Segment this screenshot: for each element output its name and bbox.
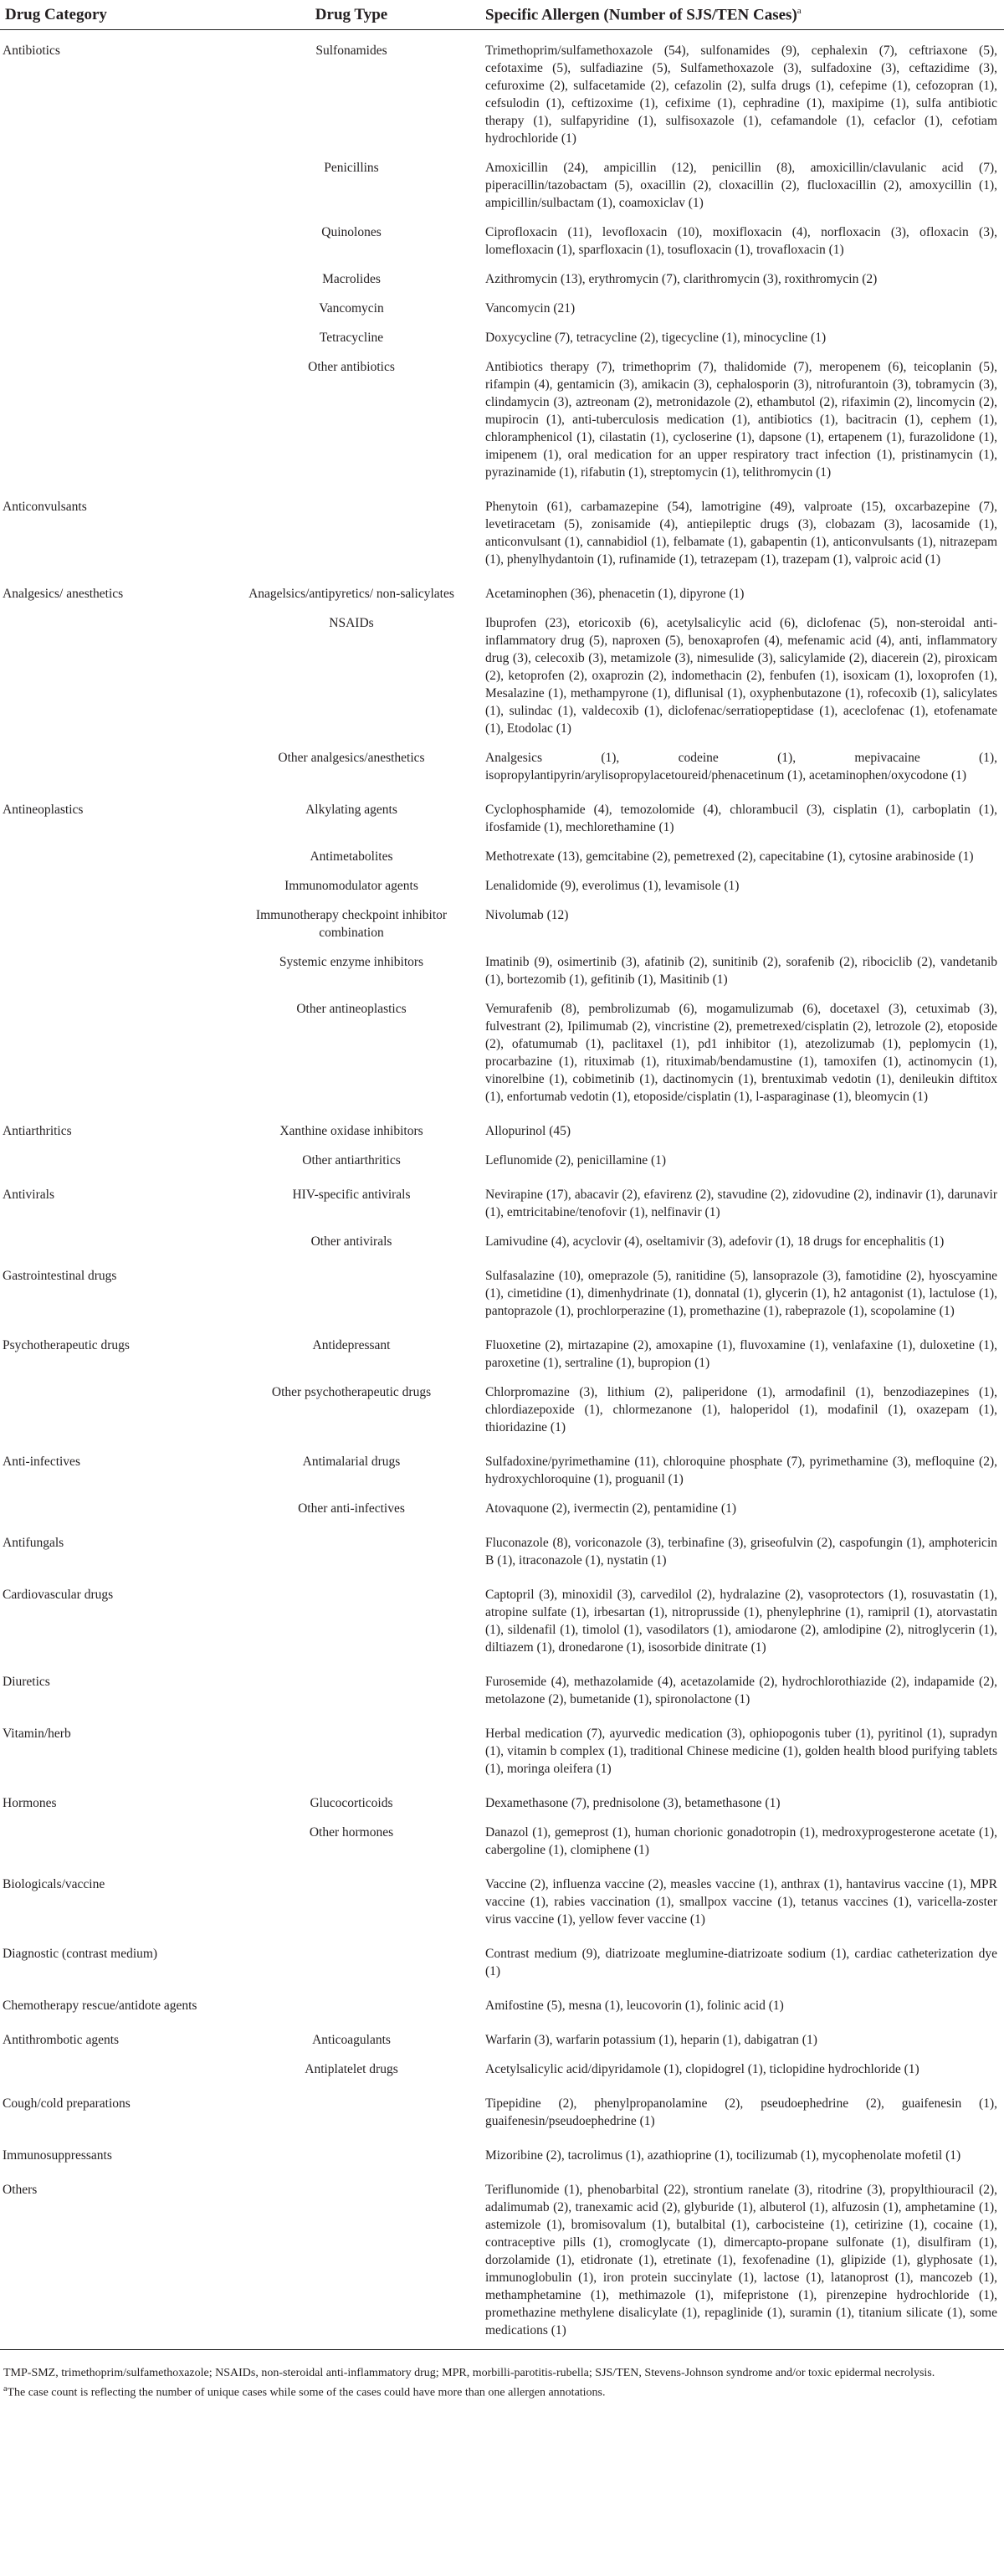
table-footnotes <box>0 2350 1004 2401</box>
drug-type-cell: HIV-specific antivirals <box>292 1188 411 1203</box>
drug-category-cell: Vitamin/herb <box>3 1727 71 1742</box>
drug-type-cell: Sulfonamides <box>315 44 387 59</box>
table-row <box>0 1573 1004 1660</box>
specific-allergen-cell: Teriflunomide (1), phenobarbital (22), strontium ranelate (3), ritodrine (3), propylthiouracil (2), adalimumab (2), tranexamic acid (2), glyburide (1), albuterol (1), alfuzosin (1), amphetamine (1), astemizole (1), bromisovalum (1), butalbital (1), carbocisteine (1), cetirizine (1), cocaine (1), contraceptive pills (1), cromoglycate (1), dimercapto-propane sulfonate (1), disulfiram (1), dorzolamide (1), etidronate (1), etretinate (1), fexofenadine (1), glipizide (1), glyphosate (1), immunoglobulin (1), iron protein succinylate (1), lactose (1), latanoprost (1), mancozeb (1), methamphetamine (1), methimazole (1), mifepristone (1), pirenzepine hydrochloride (1), promethazine methylene disalicylate (1), repaglinide (1), suramin (1), titanium silicate (1), some medications (1) <box>477 2168 1004 2350</box>
drug-type-cell: NSAIDs <box>329 616 374 631</box>
specific-allergen-cell: Analgesics (1), codeine (1), mepivacaine (1), isopropylantipyrin/arylisopropylacetoureid/phenacetinum (1), acetaminophen/oxycodone (1) <box>485 751 997 783</box>
specific-allergen-cell: Antibiotics therapy (7), trimethoprim (7), thalidomide (7), meropenem (6), teicoplanin (5), rifampin (4), gentamicin (3), amikacin (3), cephalosporin (3), nitrofurantoin (3), tobramycin (3), clindamycin (3), aztreonam (2), metronidazole (2), ethambutol (2), rifaximin (2), lincomycin (2), mupirocin (1), anti-tuberculosis medication (1), antibiotics (1), bacitracin (1), cephem (1), chloramphenicol (1), cilastatin (1), cycloserine (1), dapsone (1), ertapenem (1), furazolidone (1), imipenem (1), oral medication for an upper respiratory tract infection (1), pristinamycin (1), pyrazinamide (1), rifabutin (1), streptomycin (1), telithromycin (1) <box>485 360 997 480</box>
table-header <box>0 0 1004 30</box>
drug-category-cell <box>0 1224 226 1254</box>
drug-category-cell: Antithrombotic agents <box>3 2033 120 2048</box>
drug-category-cell <box>0 1815 226 1862</box>
specific-allergen-cell: Lamivudine (4), acyclovir (4), oseltamivir (3), adefovir (1), 18 drugs for encephalitis (1) <box>485 1234 945 1250</box>
drug-type-cell <box>226 1660 477 1711</box>
drug-category-cell: Antiarthritics <box>3 1124 72 1139</box>
drug-type-cell: Other antineoplastics <box>296 1002 407 1017</box>
drug-type-cell: Antiplatelet drugs <box>305 2062 398 2077</box>
table-row <box>0 1173 1004 1224</box>
table-row <box>0 1932 1004 1983</box>
header-drug-category: Drug Category <box>0 0 226 30</box>
specific-allergen-cell: Acetylsalicylic acid/dipyridamole (1), clopidogrel (1), ticlopidine hydrochloride (1) <box>485 2062 919 2077</box>
drug-category-cell <box>0 1143 226 1173</box>
drug-category-cell <box>0 898 226 945</box>
specific-allergen-cell: Vancomycin (21) <box>485 301 576 316</box>
drug-category-cell: Anticonvulsants <box>3 500 87 515</box>
table-row <box>0 606 1004 741</box>
drug-category-cell <box>0 606 226 741</box>
drug-category-cell <box>0 1491 226 1521</box>
table-row <box>0 1815 1004 1862</box>
drug-category-cell <box>0 291 226 321</box>
table-row <box>0 1254 1004 1323</box>
drug-category-cell: Diagnostic (contrast medium) <box>3 1947 158 1962</box>
specific-allergen-cell: Azithromycin (13), erythromycin (7), clarithromycin (3), roxithromycin (2) <box>485 272 878 287</box>
specific-allergen-cell: Doxycycline (7), tetracycline (2), tigecycline (1), minocycline (1) <box>485 331 827 346</box>
table-row <box>0 1660 1004 1711</box>
specific-allergen-cell: Vemurafenib (8), pembrolizumab (6), mogamulizumab (6), docetaxel (3), cetuximab (3), fulvestrant (2), Ipilimumab (2), vincristine (2), premetrexed/cisplatin (2), letrozole (2), etoposide (2), ofatumumab (1), paclitaxel (1), pd1 inhibitor (1), atezolizumab (1), peplomycin (1), procarbazine (1), rituximab (1), rituximab/bendamustine (1), tamoxifen (1), actinomycin (1), vinorelbine (1), cobimetinib (1), dactinomycin (1), brentuximab vedotin (1), denileukin diftitox (1), enfortumab vedotin (1), etoposide/cisplatin (1), l-asparaginase (1), bleomycin (1) <box>485 1002 997 1105</box>
drug-category-cell: Hormones <box>3 1796 57 1811</box>
table-row <box>0 1143 1004 1173</box>
drug-category-cell <box>0 869 226 898</box>
specific-allergen-cell: Cyclophosphamide (4), temozolomide (4), chlorambucil (3), cisplatin (1), carboplatin (1), ifosfamide (1), mechlorethamine (1) <box>485 803 997 835</box>
drug-category-cell: Antifungals <box>3 1536 64 1551</box>
specific-allergen-cell: Captopril (3), minoxidil (3), carvedilol (2), hydralazine (2), vasoprotectors (1), rosuvastatin (1), atropine sulfate (1), irbesartan (1), nitroprusside (1), phenylephrine (1), ramipril (1), atorvastatin (1), sildenafil (1), timolol (1), vasodilators (1), amiodarone (2), amlodipine (2), nitroglycerin (1), diltiazem (1), dronedarone (1), isosorbide dinitrate (1) <box>485 1588 997 1655</box>
table-row <box>0 1491 1004 1521</box>
drug-category-cell <box>0 945 226 992</box>
table-row <box>0 1375 1004 1439</box>
drug-type-cell: Other hormones <box>309 1825 394 1840</box>
header-specific-allergen-label: Specific Allergen (Number of SJS/TEN Cases) <box>485 6 797 24</box>
drug-category-cell: Antibiotics <box>3 44 60 59</box>
drug-type-cell <box>226 2168 477 2350</box>
specific-allergen-cell: Danazol (1), gemeprost (1), human chorionic gonadotropin (1), medroxyprogesterone acetate (1), cabergoline (1), clomiphene (1) <box>485 1825 997 1858</box>
specific-allergen-cell: Phenytoin (61), carbamazepine (54), lamotrigine (49), valproate (15), oxcarbazepine (7), levetiracetam (5), zonisamide (4), antiepileptic drugs (3), clobazam (3), lacosamide (1), anticonvulsant (1), cannabidiol (1), felbamate (1), gabapentin (1), anticonvulsants (1), nitrazepam (1), phenylhydantoin (1), rufinamide (1), tetrazepam (1), trazepam (1), valproic acid (1) <box>485 500 997 567</box>
table-row <box>0 992 1004 1109</box>
drug-type-cell <box>226 1711 477 1781</box>
specific-allergen-cell: Sulfadoxine/pyrimethamine (11), chloroquine phosphate (7), pyrimethamine (3), mefloquine (2), hydroxychloroquine (1), proguanil (1) <box>485 1455 997 1487</box>
specific-allergen-cell: Herbal medication (7), ayurvedic medication (3), ophiopogonis tuber (1), pyritinol (1), supradyn (1), vitamin b complex (1), traditional Chinese medicine (1), golden health blood purifying tablets (1), moringa oleifera (1) <box>485 1727 997 1777</box>
drug-category-cell <box>0 992 226 1109</box>
drug-type-cell: Antidepressant <box>312 1338 391 1353</box>
specific-allergen-cell: Amifostine (5), mesna (1), leucovorin (1), folinic acid (1) <box>485 1999 784 2014</box>
header-specific-allergen <box>477 0 1004 30</box>
table-row <box>0 291 1004 321</box>
drug-type-cell: Xanthine oxidase inhibitors <box>279 1124 423 1139</box>
specific-allergen-cell: Methotrexate (13), gemcitabine (2), pemetrexed (2), capecitabine (1), cytosine arabinoside (1) <box>485 849 974 865</box>
table-row <box>0 869 1004 898</box>
table-row <box>0 151 1004 215</box>
drug-type-cell: Antimetabolites <box>310 849 393 865</box>
drug-category-cell: Antineoplastics <box>3 803 84 818</box>
specific-allergen-cell: Leflunomide (2), penicillamine (1) <box>485 1153 667 1168</box>
drug-category-cell <box>0 215 226 262</box>
header-footnote-mark: a <box>797 6 802 16</box>
specific-allergen-cell: Fluoxetine (2), mirtazapine (2), amoxapine (1), fluvoxamine (1), venlafaxine (1), duloxetine (1), paroxetine (1), sertraline (1), bupropion (1) <box>485 1338 997 1371</box>
drug-type-cell: Other analgesics/anesthetics <box>278 751 425 766</box>
table-row <box>0 2133 1004 2168</box>
drug-category-cell <box>0 839 226 869</box>
specific-allergen-cell: Fluconazole (8), voriconazole (3), terbinafine (3), griseofulvin (2), caspofungin (1), amphotericin B (1), itraconazole (1), nystatin (1) <box>485 1536 997 1568</box>
specific-allergen-cell: Lenalidomide (9), everolimus (1), levamisole (1) <box>485 879 740 894</box>
drug-category-cell: Anti-infectives <box>3 1455 80 1470</box>
drug-category-cell <box>0 151 226 215</box>
drug-type-cell <box>226 1521 477 1573</box>
drug-category-cell: Others <box>0 2168 226 2350</box>
specific-allergen-cell: Dexamethasone (7), prednisolone (3), betamethasone (1) <box>485 1796 781 1811</box>
case-count-note <box>3 2381 1001 2401</box>
drug-type-cell <box>226 2133 477 2168</box>
table-row <box>0 788 1004 839</box>
specific-allergen-cell: Sulfasalazine (10), omeprazole (5), ranitidine (5), lansoprazole (3), famotidine (2), hyoscyamine (1), cimetidine (1), dimenhydrinate (1), donnatal (1), glycerin (1), h2 antagonist (1), lactulose (1), pantoprazole (1), prochlorperazine (1), promethazine (1), rabeprazole (1), scopolamine (1) <box>485 1269 997 1319</box>
table-row <box>0 1711 1004 1781</box>
drug-type-cell <box>226 1932 477 1983</box>
table-row <box>0 1862 1004 1932</box>
drug-type-cell <box>226 1254 477 1323</box>
header-drug-type: Drug Type <box>226 0 477 30</box>
table-row <box>0 2081 1004 2133</box>
specific-allergen-cell: Amoxicillin (24), ampicillin (12), penicillin (8), amoxicillin/clavulanic acid (7), piperacillin/tazobactam (5), oxacillin (2), cloxacillin (2), flucloxacillin (2), amoxycillin (1), ampicillin/sulbactam (1), coamoxiclav (1) <box>485 161 997 211</box>
specific-allergen-cell: Atovaquone (2), ivermectin (2), pentamidine (1) <box>485 1501 736 1516</box>
drug-type-cell <box>226 1983 477 2018</box>
drug-type-cell <box>226 1573 477 1660</box>
drug-type-cell: Vancomycin <box>319 301 384 316</box>
table-row <box>0 2052 1004 2081</box>
drug-category-cell <box>0 321 226 350</box>
drug-category-cell <box>0 2052 226 2081</box>
drug-category-cell: Gastrointestinal drugs <box>3 1269 117 1284</box>
table-row <box>0 1781 1004 1815</box>
specific-allergen-cell: Furosemide (4), methazolamide (4), acetazolamide (2), hydrochlorothiazide (2), indapamide (2), metolazone (2), bumetanide (1), spironolactone (1) <box>485 1675 997 1707</box>
drug-category-cell: Diuretics <box>3 1675 50 1690</box>
drug-category-cell <box>0 262 226 291</box>
drug-type-cell: Alkylating agents <box>305 803 397 818</box>
drug-type-cell <box>226 1862 477 1932</box>
table-row <box>0 321 1004 350</box>
drug-category-cell: Antivirals <box>3 1188 54 1203</box>
drug-category-cell: Chemotherapy rescue/antidote agents <box>3 1999 197 2014</box>
specific-allergen-cell: Warfarin (3), warfarin potassium (1), heparin (1), dabigatran (1) <box>485 2033 817 2048</box>
table-row <box>0 2168 1004 2350</box>
drug-type-cell: Antimalarial drugs <box>302 1455 401 1470</box>
specific-allergen-cell: Ciprofloxacin (11), levofloxacin (10), moxifloxacin (4), norfloxacin (3), ofloxacin (3), lomefloxacin (1), sparfloxacin (1), tosufloxacin (1), trovafloxacin (1) <box>485 225 997 258</box>
table-row <box>0 1224 1004 1254</box>
specific-allergen-cell: Vaccine (2), influenza vaccine (2), measles vaccine (1), anthrax (1), hantavirus vaccine (1), MPR vaccine (1), rabies vaccination (1), smallpox vaccine (1), tetanus vaccines (1), varicella-zoster virus vaccine (1), yellow fever vaccine (1) <box>485 1877 997 1927</box>
specific-allergen-cell: Imatinib (9), osimertinib (3), afatinib (2), sunitinib (2), sorafenib (2), ribociclib (2), vandetanib (1), bortezomib (1), gefitinib (1), Masitinib (1) <box>485 955 997 988</box>
drug-type-cell: Other antivirals <box>310 1234 392 1250</box>
abbreviations-note: TMP-SMZ, trimethoprim/sulfamethoxazole; NSAIDs, non-steroidal anti-inflammatory drug; MPR, morbilli-parotitis-rubella; SJS/TEN, Stevens-Johnson syndrome and/or toxic epidermal necrolysis. <box>3 2367 935 2380</box>
drug-category-cell: Immunosuppressants <box>3 2148 112 2163</box>
header-row <box>0 0 1004 30</box>
table-row <box>0 30 1004 151</box>
table-row <box>0 262 1004 291</box>
specific-allergen-cell: Mizoribine (2), tacrolimus (1), azathioprine (1), tocilizumab (1), mycophenolate mofetil (1) <box>485 2148 961 2163</box>
table-row <box>0 215 1004 262</box>
drug-type-cell: Tetracycline <box>319 331 384 346</box>
case-count-note-text: The case count is reflecting the number of unique cases while some of the cases could have more than one allergen annotations. <box>7 2386 606 2399</box>
table-row <box>0 945 1004 992</box>
table-row <box>0 839 1004 869</box>
drug-type-cell <box>226 485 477 572</box>
drug-type-cell: Immunomodulator agents <box>284 879 418 894</box>
drug-type-cell: Other psychotherapeutic drugs <box>271 1385 432 1400</box>
table-row <box>0 1521 1004 1573</box>
specific-allergen-cell: Chlorpromazine (3), lithium (2), paliperidone (1), armodafinil (1), benzodiazepines (1), chlordiazepoxide (1), chlormezanone (1), haloperidol (1), modafinil (1), oxazepam (1), thioridazine (1) <box>485 1385 997 1435</box>
drug-type-cell: Other anti-infectives <box>298 1501 405 1516</box>
drug-type-cell: Immunotherapy checkpoint inhibitor combination <box>255 908 448 941</box>
specific-allergen-cell: Ibuprofen (23), etoricoxib (6), acetylsalicylic acid (6), diclofenac (5), non-steroidal anti-inflammatory drug (5), naproxen (5), benoxaprofen (4), mefenamic acid (4), anti, inflammatory drug (3), celecoxib (3), metamizole (3), nimesulide (3), salicylamide (2), diacerein (2), piroxicam (2), ketoprofen (2), oxaprozin (2), indomethacin (2), fenbufen (1), isoxicam (1), loxoprofen (1), Mesalazine (1), methampyrone (1), diflunisal (1), oxyphenbutazone (1), rofecoxib (1), salicylates (1), sulindac (1), valdecoxib (1), diclofenac/serratiopeptidase (1), aceclofenac (1), etofenamate (1), Etodolac (1) <box>485 616 997 736</box>
drug-type-cell: Anticoagulants <box>312 2033 391 2048</box>
specific-allergen-cell: Tipepidine (2), phenylpropanolamine (2), pseudoephedrine (2), guaifenesin (1), guaifenesin/pseudoephedrine (1) <box>485 2096 997 2129</box>
specific-allergen-cell: Nevirapine (17), abacavir (2), efavirenz (2), stavudine (2), zidovudine (2), indinavir (1), darunavir (1), emtricitabine/tenofovir (1), nelfinavir (1) <box>485 1188 997 1220</box>
table-row <box>0 741 1004 788</box>
table-body <box>0 30 1004 2350</box>
table-row <box>0 1323 1004 1375</box>
specific-allergen-cell: Acetaminophen (36), phenacetin (1), dipyrone (1) <box>485 587 745 602</box>
specific-allergen-cell: Nivolumab (12) <box>485 908 569 923</box>
drug-category-cell <box>0 1375 226 1439</box>
table-row <box>0 2018 1004 2052</box>
case-count-note-mark: a <box>3 2384 8 2394</box>
drug-type-cell: Macrolides <box>322 272 381 287</box>
drug-type-cell: Anagelsics/antipyretics/ non-salicylates <box>248 587 454 602</box>
drug-category-cell: Cough/cold preparations <box>3 2096 131 2112</box>
table-row <box>0 572 1004 606</box>
drug-type-cell: Other antiarthritics <box>302 1153 401 1168</box>
table-row <box>0 898 1004 945</box>
specific-allergen-cell: Allopurinol (45) <box>485 1124 571 1139</box>
specific-allergen-cell: Contrast medium (9), diatrizoate meglumine-diatrizoate sodium (1), cardiac catheterization dye (1) <box>485 1947 997 1979</box>
table-row <box>0 1439 1004 1491</box>
table-row <box>0 350 1004 485</box>
drug-category-cell: Analgesics/ anesthetics <box>3 587 124 602</box>
drug-category-cell <box>0 350 226 485</box>
drug-type-cell: Systemic enzyme inhibitors <box>279 955 424 970</box>
drug-category-cell <box>0 741 226 788</box>
specific-allergen-cell: Trimethoprim/sulfamethoxazole (54), sulfonamides (9), cephalexin (7), ceftriaxone (5), cefotaxime (5), sulfadiazine (5), Sulfamethoxazole (3), sulfadoxine (3), ceftazidime (3), cefuroxime (2), sulfacetamide (2), cefazolin (2), sulfa drugs (1), cefepime (1), cefozopran (1), cefsulodin (1), ceftizoxime (1), cefixime (1), cephradine (1), maxipime (1), sulfa antibiotic therapy (1), sulfapyridine (1), sulfisoxazole (1), cefamandole (1), cefaclor (1), cefotiam hydrochloride (1) <box>485 44 997 146</box>
drug-category-cell: Psychotherapeutic drugs <box>3 1338 130 1353</box>
drug-category-cell: Biologicals/vaccine <box>3 1877 105 1892</box>
drug-type-cell: Penicillins <box>324 161 379 176</box>
drug-type-cell: Other antibiotics <box>308 360 395 375</box>
drug-type-cell: Quinolones <box>321 225 382 240</box>
drug-type-cell <box>226 2081 477 2133</box>
table-row <box>0 1983 1004 2018</box>
drug-category-cell: Cardiovascular drugs <box>3 1588 114 1603</box>
drug-type-cell: Glucocorticoids <box>310 1796 393 1811</box>
table-row <box>0 1109 1004 1143</box>
table-row <box>0 485 1004 572</box>
